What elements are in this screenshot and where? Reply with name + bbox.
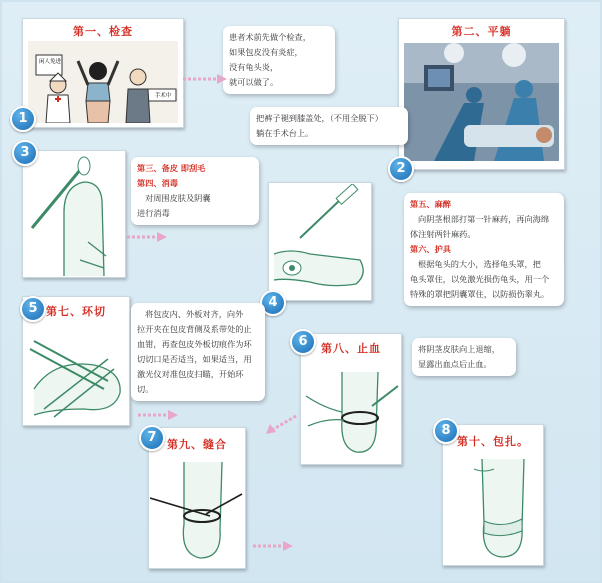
step5-title: 第七、环切 [46,305,106,318]
step2-note [250,107,408,145]
step3-card [22,150,126,278]
step7-badge: 7 [139,425,165,451]
step4-line: 体注射两针麻药。 [410,229,476,239]
step4-card [268,182,372,301]
step3-line: 对周围皮肤及阴囊 [145,193,211,203]
step2-title: 第二、平躺 [451,25,512,38]
step1-card [22,18,184,128]
arrow-step3-right [127,232,167,242]
step5-line: 血钳，再查包皮外板切痕作为环 [137,339,252,349]
step1-note [223,26,335,94]
step1-line: 如果包皮没有炎症， [229,47,303,57]
step1-line: 没有龟头炎， [229,62,279,72]
step7-suture-illustration [150,454,244,566]
step4-note [404,193,564,306]
step6-line: 将阴茎皮肤向上退缩， [418,344,500,354]
step5-note [131,303,265,401]
step5-line: 切切口是否适当，如果适当，用 [137,354,252,364]
step6-hemostasis-illustration [302,356,400,462]
step3-disinfect-illustration [24,152,124,276]
arrow-step5-right [138,410,178,420]
step6-line: 显露出血点后止血。 [418,359,492,369]
step2-card [398,18,565,170]
step5-line: 拉开夹在包皮背侧及系带处的止 [137,324,252,334]
arrow-step7-right [253,541,293,551]
step1-line: 就可以做了。 [229,77,279,87]
step6-card [300,333,402,465]
step1-board-text: 手术中 [154,93,172,99]
step4-line: 特殊的罩把阴囊罩住，以防损伤睾丸。 [410,289,550,299]
step1-title: 第一、检查 [73,25,133,38]
step5-circumcision-illustration [24,319,128,423]
step7-title: 第九、缝合 [167,438,227,451]
step6-heading: 第六、护具 [410,244,451,254]
step4-line: 向阴茎根部打第一针麻药，再向海绵 [418,214,550,224]
step4-badge: 4 [260,290,286,316]
step8-card [442,424,544,566]
step4-line: 根据龟头的大小，选择龟头罩，把 [418,259,541,269]
step4-heading: 第四、消毒 [137,178,178,188]
step3-heading: 第三、备皮 即刮毛 [137,163,206,173]
step8-bandage-illustration [444,451,542,563]
step7-card [148,427,246,569]
step8-badge: 8 [433,418,459,444]
step2-line: 把裤子褪到膝盖处，（不用全脱下） [256,113,383,123]
step1-line: 患者术前先做个检查， [229,32,311,42]
step2-line: 躺在手术台上。 [256,128,314,138]
step5-line: 将包皮内、外板对齐，向外 [145,309,244,319]
step6-note [412,338,516,376]
step1-badge: 1 [10,106,36,132]
step3-line: 进行消毒 [137,208,170,218]
step6-badge: 6 [290,329,316,355]
step3-badge: 3 [12,140,38,166]
step3-note [131,157,259,225]
arrow-step1-right [183,74,227,84]
step5-heading: 第五、麻醉 [410,199,451,209]
arrow-step6-left [262,414,298,436]
step5-badge: 5 [20,296,46,322]
step8-title: 第十、包扎。 [457,435,529,448]
step6-title: 第八、止血 [321,342,381,355]
step2-badge: 2 [388,156,414,182]
step1-sign-text: 闲人免进 [38,59,61,65]
step1-exam-illustration [28,41,178,123]
step5-line: 激光仪对准包皮扫瞄，开始环切。 [137,369,244,394]
step4-anesthesia-illustration [270,184,370,299]
step2-surgery-photo [404,43,559,161]
step4-line: 龟头罩住，以免激光损伤龟头，用一个 [410,274,550,284]
